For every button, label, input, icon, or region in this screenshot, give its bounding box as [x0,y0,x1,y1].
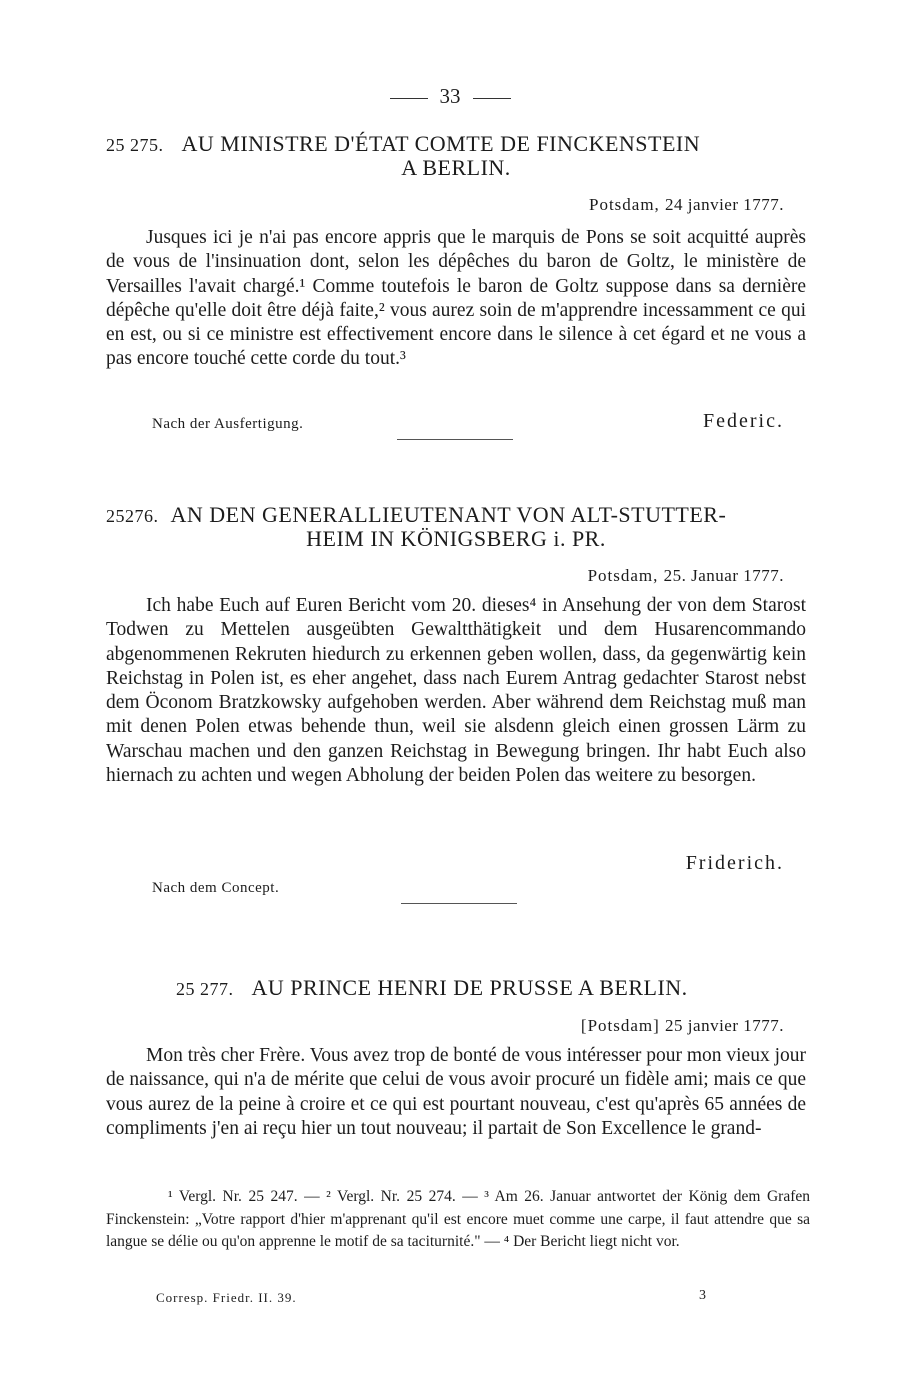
date-rest: 25. Januar 1777. [663,566,784,585]
letter-2-heading-line-2: HEIM IN KÖNIGSBERG i. PR. [306,526,606,551]
letter-1-heading-line-2: A BERLIN. [401,155,511,180]
separator-rule [401,903,517,904]
page-number-line [0,84,900,109]
separator-rule [397,439,513,440]
letter-heading-line-1: AU MINISTRE D'ÉTAT COMTE DE FINCKENSTEIN [181,131,701,156]
date-place: Potsdam, [588,195,660,214]
letter-3-heading [176,975,688,1002]
letter-2-source: Nach dem Concept. [152,880,280,896]
page-number-dash-right [473,98,511,99]
letter-2-date [588,566,784,586]
footer-signature-mark: Corresp. Friedr. II. 39. [156,1290,297,1305]
date-place: [Potsdam] [580,1016,660,1035]
letter-2-signature: Friderich. [685,852,784,874]
letter-3-body [106,1044,806,1141]
letter-number: 25 275. [106,135,164,155]
letter-body-text: Ich habe Euch auf Euren Bericht vom 20. dieses⁴ in Ansehung der von dem Starost Todwen zu Mettelen ausgeübten Gewaltthätigkeit und dem Husarencommando abgenommenen Rekruten hiedurch zu erkennen geben wollen, dass, da gegenwärtig kein Reichstag in Polen ist, es eher angehet, dass nach Eurem Antrag gedachter Starost nebst dem Öconom Bratzkowsky aufgehoben werden. Aber während dem Reichstag muß man mit denen Polen etwas behende thun, weil sie alsdenn gleich einen grossen Lärm zu Warschau machen und den ganzen Reichstag in Bewegung bringen. Ihr habt Euch also hiernach zu achten und wegen Abholung der beiden Polen das weitere zu besorgen. [106,595,806,787]
letter-body-text: Jusques ici je n'ai pas encore appris que le marquis de Pons se soit acquitté auprès de vous de l'insinuation dont, selon les dépêches du baron de Goltz, le ministère de Versailles l'avait chargé.¹ Comme toutefois le baron de Goltz suppose dans sa dernière dépêche qu'elle doit être déjà faite,² vous aurez soin de m'apprendre incessamment ce qui en est, ou si ce ministre est effectivement encore dans le silence à cet égard et ne vous a pas encore touché cette corde du tout.³ [106,227,806,370]
letter-1-source: Nach der Ausfertigung. [152,416,304,432]
letter-1-body [106,226,806,372]
letter-1-date [589,195,784,215]
letter-body-text: Mon très cher Frère. Vous avez trop de bonté de vous intéresser pour mon vieux jour de naissance, qui n'a de mérite que celui de vous avoir procuré un fidèle ami; mais ce que vous aurez de la peine à croire et ce qui est pourtant nouveau, c'est qu'après 65 années de compliments j'en ai reçu hier un tout nouveau; il partait de Son Excellence le grand- [106,1045,806,1139]
page-number: 33 [439,84,461,108]
date-rest: 24 janvier 1777. [665,195,784,214]
footnotes [106,1186,810,1254]
letter-number: 25 277. [176,979,234,999]
letter-2-heading [106,502,726,529]
letter-2-body [106,594,806,788]
footer-sheet-number: 3 [699,1288,707,1303]
letter-3-date [581,1016,784,1036]
letter-heading-line-1: AU PRINCE HENRI DE PRUSSE A BERLIN. [251,975,688,1000]
page-number-dash-left [390,98,428,99]
letter-heading-line-1: AN DEN GENERALLIEUTENANT VON ALT-STUTTER- [170,502,727,527]
date-place: Potsdam, [587,566,659,585]
date-rest: 25 janvier 1777. [665,1016,784,1035]
letter-number: 25276. [106,506,159,526]
letter-1-heading [106,131,700,158]
letter-1-signature: Federic. [703,410,784,432]
footnotes-text: ¹ Vergl. Nr. 25 247. — ² Vergl. Nr. 25 274. — ³ Am 26. Januar antwortet der König dem Grafen Finckenstein: „Votre rapport d'hier m'apprenant qu'il est encore muet comme une carpe, il faut attendre que sa langue se délie ou qu'on apprenne le motif de sa taciturnité." — ⁴ Der Bericht liegt nicht vor. [106,1188,810,1250]
